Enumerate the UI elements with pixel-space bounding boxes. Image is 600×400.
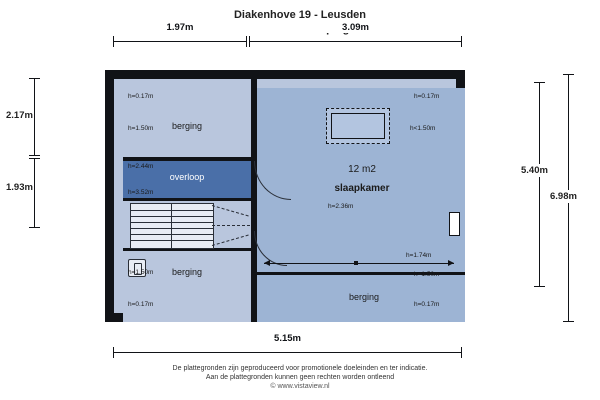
floor-plan	[105, 70, 465, 322]
label-berging-left: berging	[171, 267, 203, 277]
dimension-bottom-label: 5.15m	[113, 333, 462, 344]
label-slaapkamer: slaapkamer	[334, 183, 390, 194]
inner-dimension-arrow-right	[448, 260, 454, 266]
height-label-overloop-244: h=2.44m	[128, 163, 154, 170]
height-label-inner-174: h=1.74m	[406, 252, 432, 259]
inner-dimension-line	[264, 263, 454, 264]
dimension-top-right-label: 3.09m	[249, 22, 462, 33]
label-slaapkamer-area: 12 m2	[348, 164, 376, 175]
dimension-left-lower	[28, 158, 40, 228]
dimension-left-lower-label: 1.93m	[6, 182, 33, 193]
label-berging-top: berging	[171, 121, 203, 131]
skylight-hatch	[326, 108, 390, 144]
label-slaapkamer-height: h=2.36m	[328, 203, 354, 210]
dimension-bottom	[113, 333, 462, 358]
dimension-top-left-label: 1.97m	[113, 22, 247, 33]
height-label-bottom-left-017: h=0.17m	[128, 301, 154, 308]
height-label-overloop-352: h=3.52m	[128, 189, 154, 196]
dimension-top-left	[113, 22, 247, 47]
height-label-inner-150: h=1.50m	[414, 271, 440, 278]
interior-area	[114, 79, 456, 313]
footer-copyright: © www.vistaview.nl	[270, 383, 330, 390]
label-berging-bottom: berging	[348, 292, 380, 302]
label-overloop: overloop	[169, 172, 205, 182]
dimension-top-right	[249, 22, 462, 47]
height-label-left-150a: h=1.50m	[128, 125, 154, 132]
height-label-left-150b: h=1.50m	[128, 269, 154, 276]
height-label-bottom-right-017: h=0.17m	[414, 301, 440, 308]
dimension-right-inner-label: 5.40m	[521, 165, 548, 176]
door-overloop-slaapkamer	[254, 161, 276, 201]
interior-wall-overloop-bottom	[123, 198, 251, 201]
window-right-wall	[449, 212, 460, 236]
footer	[0, 364, 600, 391]
stair-direction-line	[212, 225, 250, 226]
dimension-right-inner	[533, 82, 545, 287]
inner-dimension-arrow-left	[264, 260, 270, 266]
dimension-right-outer-label: 6.98m	[550, 191, 577, 202]
height-label-top-right: h=0.17m	[414, 93, 440, 100]
staircase	[130, 203, 214, 249]
footer-line-2: Aan de plattegronden kunnen geen rechten worden ontleend	[205, 374, 395, 381]
height-label-top-left: h=0.17m	[128, 93, 154, 100]
height-label-right-150: h<1.50m	[410, 125, 436, 132]
footer-line-1: De plattegronden zijn geproduceerd voor promotionele doeleinden en ter indicatie.	[172, 365, 428, 372]
interior-wall-overloop-top	[123, 157, 251, 161]
page-title: Diakenhove 19 - Leusden	[233, 9, 367, 21]
dimension-left-upper-label: 2.17m	[6, 110, 33, 121]
inner-dimension-tick	[354, 261, 358, 265]
